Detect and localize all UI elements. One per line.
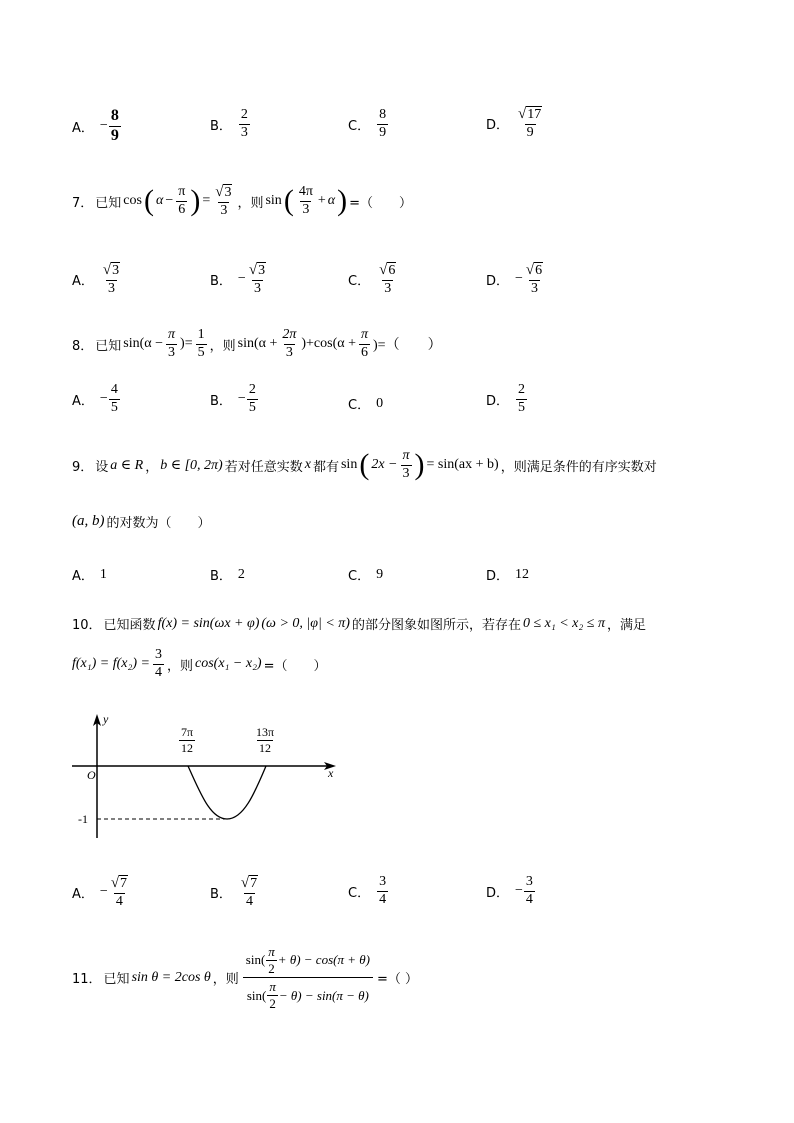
question-number: 10．: [72, 618, 102, 633]
fraction: √ 6 3: [525, 262, 543, 297]
fraction: $\frac{\pi}{2}$: [269, 979, 276, 1011]
q7-option-d[interactable]: D． − √ 6 3: [486, 262, 546, 297]
fraction: $\frac{3}{4}$: [525, 874, 533, 907]
option-label: C．: [348, 885, 371, 901]
fraction: $\frac{8}{9}$: [379, 107, 387, 140]
option-label: B．: [210, 569, 232, 584]
question-10-line2: f(x₁) = f(x₂) = $\frac{3}{4}$ ，则 cos(x₁ − x₂) =（ ）: [72, 647, 327, 680]
option-label: D．: [486, 393, 510, 409]
fraction: $\frac{3}{4}$: [154, 647, 162, 680]
ymin-label: -1: [78, 812, 88, 826]
x-axis-label: x: [328, 766, 334, 780]
q6-option-d[interactable]: [486, 106, 545, 141]
sqrt-symbol: √: [102, 262, 112, 279]
big-fraction: sin( $\frac{\pi}{2}$ + θ) − cos(π + θ) sin( $\frac{\pi}{2}$ − θ) − sin(π − θ): [242, 945, 374, 1011]
option-label: D．: [486, 117, 510, 133]
q7-option-c[interactable]: [348, 262, 399, 297]
option-label: A．: [72, 120, 94, 136]
fraction: $\frac{\pi}{3}$: [402, 448, 410, 481]
minus-sign: −: [99, 118, 108, 134]
q10-option-c[interactable]: [348, 875, 389, 907]
fraction: $\frac{2}{3}$: [240, 107, 248, 140]
question-7: 7． 已知 cos ( α − $\frac{\pi}{6}$ ) = √ 3 3 ，则 sin ( $\frac{4\pi}{3}$ + α ) =（ ）: [72, 184, 413, 219]
q10-option-d[interactable]: D． − $\frac{3}{4}$: [486, 874, 533, 907]
tick-label-7pi-12: $\frac{7\pi}{12}$: [181, 725, 194, 755]
option-label: C．: [348, 118, 371, 134]
question-text: 已知: [95, 195, 122, 211]
fraction: $\frac{4}{5}$: [110, 382, 118, 415]
y-axis-label: y: [103, 712, 109, 726]
q7-option-a[interactable]: [72, 262, 123, 297]
fraction: $\frac{2}{5}$: [248, 382, 256, 415]
sqrt-symbol: √: [379, 262, 388, 279]
option-label: A．: [72, 273, 94, 289]
fraction: √ 3 3: [215, 184, 232, 219]
option-label: C．: [348, 569, 371, 584]
fraction: $\frac{2}{5}$: [518, 382, 526, 415]
fraction: √ 6 3: [379, 262, 396, 297]
sqrt-symbol: √: [215, 184, 224, 201]
fraction: $\frac{2\pi}{3}$: [282, 327, 297, 360]
q9-option-d[interactable]: D． 12: [486, 566, 530, 584]
fraction: $\frac{1}{5}$: [197, 327, 205, 360]
origin-label: O: [87, 768, 96, 782]
fraction: $\frac{\pi}{6}$: [361, 327, 369, 360]
question-10: 10． 已知函数 f(x) = sin(ωx + φ) (ω > 0, |φ| < π) 的部分图象如图所示，若存在 0 ≤ x₁ < x₂ ≤ π ，满足: [72, 615, 646, 633]
sqrt-symbol: √: [240, 875, 250, 892]
question-number: 11．: [72, 972, 102, 988]
fraction: $\frac{3}{4}$: [379, 874, 387, 907]
question-11: 11． 已知 sin θ = 2cos θ ，则 sin( $\frac{\pi}{2}$ + θ) − cos(π + θ) sin( $\frac{\pi}{2}$ − θ) − sin(π − θ) =（ ）: [72, 944, 418, 1011]
sqrt-symbol: √: [248, 262, 258, 279]
q8-option-b[interactable]: B． − $\frac{2}{5}$: [210, 382, 256, 415]
q9-option-c[interactable]: C． 9: [348, 566, 384, 584]
question-9: 9． 设 a ∈ R ， b ∈ [0, 2π) 若对任意实数 x 都有 sin ( 2x − $\frac{\pi}{3}$ ) = sin(ax + b) ，则满足条件的有序实数对: [72, 448, 657, 482]
option-label: D．: [486, 273, 510, 289]
q6-option-c[interactable]: [348, 108, 389, 140]
fraction: √ 3 3: [102, 262, 120, 297]
question-8: 8． 已知 sin(α − $\frac{\pi}{3}$ )= $\frac{1}{5}$ ，则 sin(α + $\frac{2\pi}{3}$ )+cos(α + $\frac{\pi}{6}$ )=（ ）: [72, 327, 442, 360]
fraction: $\frac{\pi}{6}$: [178, 184, 186, 217]
left-paren: (: [283, 184, 294, 218]
function-graph: [60, 710, 350, 845]
tick-label-13pi-12: $\frac{13\pi}{12}$: [256, 725, 275, 755]
option-label: A．: [72, 393, 94, 409]
option-label: D．: [486, 885, 510, 901]
q9-option-a[interactable]: A． 1: [72, 566, 107, 584]
option-label: A．: [72, 886, 94, 902]
option-label: B．: [210, 118, 232, 134]
question-number: 7．: [72, 195, 94, 211]
fraction: $\frac{\pi}{3}$: [168, 327, 176, 360]
question-9-line2: (a, b) 的对数为（ ）: [72, 513, 211, 531]
q8-option-a[interactable]: A． − $\frac{4}{5}$: [72, 382, 118, 415]
q10-option-b[interactable]: [210, 875, 261, 910]
option-label: B．: [210, 886, 232, 902]
question-number: 8．: [72, 338, 94, 354]
fraction: $\frac{4\pi}{3}$: [298, 184, 313, 217]
fraction: √ 7 4: [110, 875, 128, 910]
fraction: $\frac{\pi}{2}$: [268, 944, 275, 976]
sine-curve: [188, 766, 266, 819]
sqrt-symbol: √: [518, 106, 527, 123]
q9-option-b[interactable]: B． 2: [210, 566, 245, 584]
right-paren: ): [190, 184, 201, 218]
option-label: C．: [348, 273, 371, 289]
q6-option-a[interactable]: [72, 108, 122, 145]
left-paren: (: [143, 184, 154, 218]
q7-option-b[interactable]: B． − √ 3 3: [210, 262, 269, 297]
right-paren: ): [414, 448, 425, 482]
option-label: B．: [210, 273, 232, 289]
left-paren: (: [359, 448, 370, 482]
fraction: $\frac{8}{9}$: [110, 107, 119, 144]
sqrt-symbol: √: [110, 875, 120, 892]
right-paren: ): [337, 184, 348, 218]
option-label: C．: [348, 398, 371, 413]
fraction: √ 7 4: [240, 875, 258, 910]
option-label: B．: [210, 393, 232, 409]
fraction: √ 17 9: [518, 106, 542, 141]
fraction: √ 3 3: [248, 262, 266, 297]
q8-option-d[interactable]: [486, 383, 528, 415]
q6-option-b[interactable]: [210, 108, 251, 140]
q8-option-c[interactable]: C． 0: [348, 395, 384, 413]
option-label: A．: [72, 569, 94, 584]
q10-option-a[interactable]: A． − √ 7 4: [72, 875, 131, 910]
question-number: 9．: [72, 459, 94, 475]
sqrt-symbol: √: [525, 262, 535, 279]
option-label: D．: [486, 569, 510, 584]
